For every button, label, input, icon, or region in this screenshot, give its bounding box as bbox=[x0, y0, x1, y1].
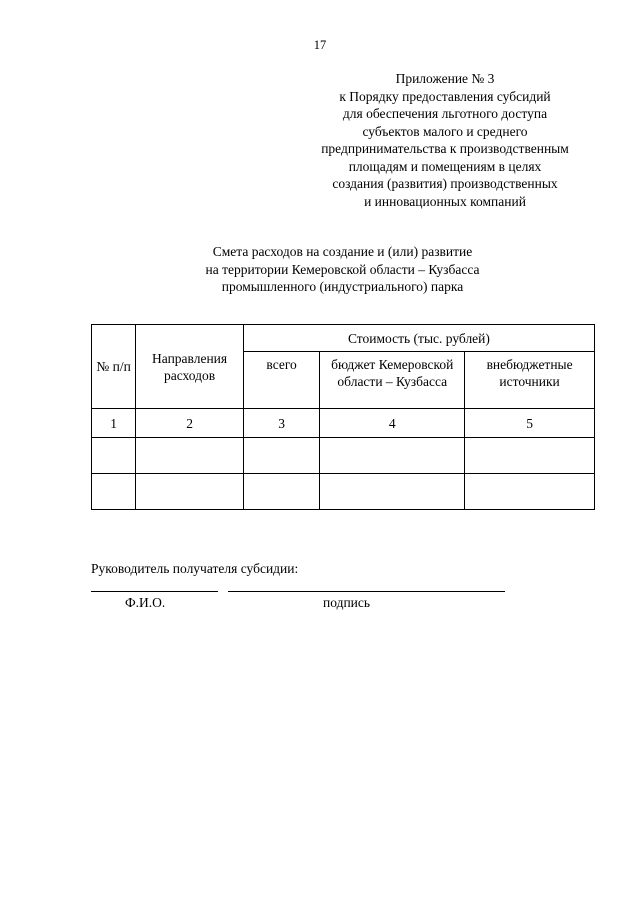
title-line: Смета расходов на создание и (или) развитие bbox=[212, 244, 473, 259]
table-cell[interactable] bbox=[243, 438, 319, 474]
table-row bbox=[92, 474, 595, 510]
appendix-line: для обеспечения льготного доступа bbox=[342, 106, 548, 121]
table-cell: 2 bbox=[136, 409, 244, 438]
table-cell[interactable] bbox=[465, 474, 595, 510]
appendix-line: предпринимательства к производственным bbox=[321, 141, 569, 156]
header-offbudget: внебюджетные источники bbox=[465, 352, 595, 409]
table-cell[interactable] bbox=[92, 438, 136, 474]
header-number: № п/п bbox=[92, 325, 136, 409]
table-cell: 4 bbox=[320, 409, 465, 438]
title-line: промышленного (индустриального) парка bbox=[221, 279, 464, 294]
appendix-line: к Порядку предоставления субсидий bbox=[339, 88, 551, 104]
appendix-line: создания (развития) производственных bbox=[332, 176, 558, 191]
table-cell[interactable] bbox=[320, 438, 465, 474]
header-cost-group: Стоимость (тыс. рублей) bbox=[243, 325, 594, 352]
table-cell[interactable] bbox=[243, 474, 319, 510]
header-total: всего bbox=[243, 352, 319, 409]
header-budget: бюджет Кемеровской области – Кузбасса bbox=[320, 352, 465, 409]
appendix-line: и инновационных компаний bbox=[364, 193, 526, 209]
appendix-line: субъектов малого и среднего bbox=[362, 123, 528, 139]
table-index-row bbox=[92, 409, 595, 438]
estimate-table bbox=[91, 324, 595, 510]
table-cell: 1 bbox=[92, 409, 136, 438]
estimate-title bbox=[90, 243, 595, 296]
table-row bbox=[92, 438, 595, 474]
signature-label: подпись bbox=[323, 595, 371, 610]
title-line: на территории Кемеровской области – Кузбасса bbox=[205, 261, 480, 277]
table-cell[interactable] bbox=[136, 474, 244, 510]
appendix-line: площадям и помещениям в целях bbox=[348, 158, 542, 174]
fio-line[interactable] bbox=[91, 591, 218, 592]
appendix-line: Приложение № 3 bbox=[395, 71, 495, 86]
head-label: Руководитель получателя субсидии: bbox=[91, 561, 299, 576]
table-cell[interactable] bbox=[320, 474, 465, 510]
signature-line[interactable] bbox=[228, 591, 505, 592]
page-number: 17 bbox=[313, 38, 327, 52]
appendix-header bbox=[300, 70, 590, 210]
table-header-row bbox=[92, 325, 595, 352]
table-cell: 5 bbox=[465, 409, 595, 438]
table-cell[interactable] bbox=[92, 474, 136, 510]
table-cell[interactable] bbox=[465, 438, 595, 474]
table-cell[interactable] bbox=[136, 438, 244, 474]
header-directions: Направления расходов bbox=[136, 325, 244, 409]
table-cell: 3 bbox=[243, 409, 319, 438]
fio-label: Ф.И.О. bbox=[125, 595, 166, 610]
